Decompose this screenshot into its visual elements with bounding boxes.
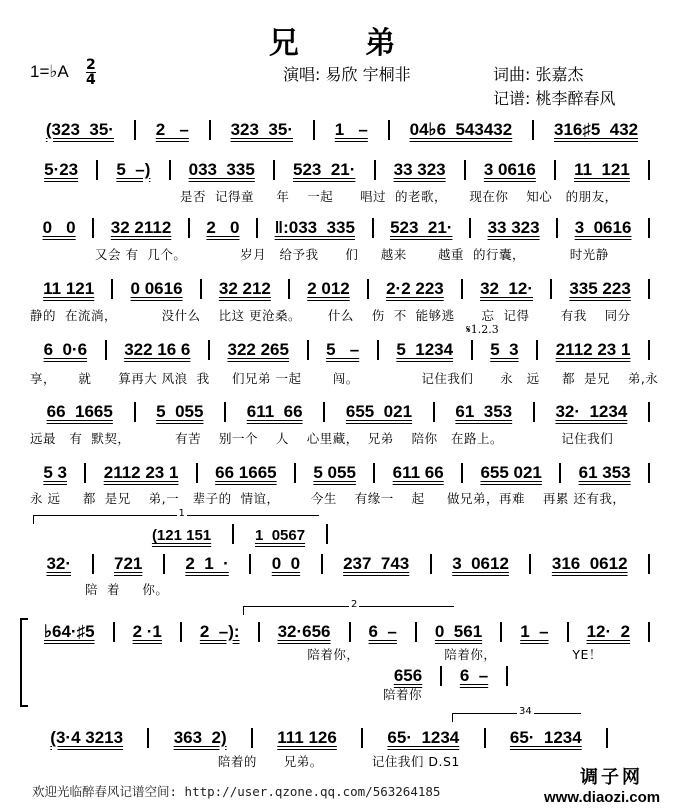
barline <box>323 402 325 422</box>
barline <box>648 463 650 483</box>
measure: 2 1 · <box>185 554 229 573</box>
barline <box>196 463 198 483</box>
measure: 655 021 <box>345 402 413 421</box>
measure: 11 121 <box>574 160 630 179</box>
barline <box>349 622 351 642</box>
watermark <box>540 768 692 809</box>
score-row <box>30 336 654 360</box>
barline <box>232 524 234 544</box>
measure: 2 ·1 <box>132 622 162 641</box>
barline <box>147 728 149 748</box>
measure: 111 126 <box>277 728 337 747</box>
measure: (3·4 3213 <box>50 728 124 747</box>
measure: 523 21· <box>293 160 356 179</box>
barline <box>464 160 466 180</box>
measure: 04♭6 543432 <box>409 120 513 139</box>
measure: 1 0567 <box>255 527 306 544</box>
barline <box>92 218 94 238</box>
measure: 32· <box>46 554 72 573</box>
lyrics-line: 陪着你， 陪着你， YE！ <box>30 647 602 662</box>
measure: (323 35· <box>45 120 114 139</box>
measure: (121 151 <box>151 527 212 544</box>
barline <box>529 554 531 574</box>
measure: 66 1665 <box>46 402 113 421</box>
barline <box>415 622 417 642</box>
barline <box>648 622 650 642</box>
lyrics-line: 是否 记得童 年 一起 唱过 的老歌， 现在你 知心 的朋友， <box>180 189 618 204</box>
lyrics-line: 享， 就 算再大 风浪 我 们兄弟 一起 闯。 记住我们 永 远 都 是兄 弟,永 <box>30 371 659 386</box>
system-bracket <box>20 618 28 707</box>
score-row <box>30 156 654 180</box>
watermark-url: www.diaozi.com <box>544 789 661 806</box>
measure: 32·656 <box>277 622 331 641</box>
measure: 32 12· <box>480 279 534 298</box>
score-row <box>30 724 612 748</box>
measure: 65· 1234 <box>387 728 460 747</box>
measure: 237 743 <box>343 554 410 573</box>
measure: 611 66 <box>392 463 444 482</box>
score-row <box>30 459 654 483</box>
measure: 2 0 <box>206 218 240 237</box>
measure: 5 – <box>326 340 360 359</box>
measure: 32 2112 <box>110 218 172 237</box>
barline <box>388 120 390 140</box>
barline <box>163 554 165 574</box>
barline <box>532 120 534 140</box>
measure: ♭64·♯5 <box>44 622 95 641</box>
measure: 656 <box>393 666 423 685</box>
measure: 316 0612 <box>551 554 628 573</box>
measure: 61 353 <box>578 463 631 482</box>
measure: 66 1665 <box>215 463 277 482</box>
song-title: 兄 弟 <box>268 26 424 61</box>
barline <box>500 622 502 642</box>
barline <box>313 120 315 140</box>
barline <box>367 279 369 299</box>
barline <box>105 340 107 360</box>
barline <box>256 218 258 238</box>
score-row <box>30 398 654 422</box>
barline <box>113 622 115 642</box>
measure: 611 66 <box>246 402 303 421</box>
segno-mark: 𝄋1.2.3 <box>466 323 499 336</box>
score-row <box>30 550 654 574</box>
barline <box>92 554 94 574</box>
measure: 2 012 <box>307 279 350 298</box>
barline <box>550 279 552 299</box>
score-row <box>30 275 654 299</box>
measure: 3 0616 <box>574 218 632 237</box>
measure: 322 16 6 <box>124 340 191 359</box>
barline <box>506 666 508 686</box>
barline <box>556 218 558 238</box>
lyrics-line: 陪着的 兄弟。 记住我们 D.S1 <box>30 754 460 769</box>
barline <box>433 402 435 422</box>
measure: 3 0616 <box>483 160 536 179</box>
barline <box>471 340 473 360</box>
volta-number: 34 <box>519 706 532 717</box>
barline <box>536 340 538 360</box>
footer-text: 欢迎光临醉春风记谱空间: http://user.qzone.qq.com/563264185 <box>32 784 441 799</box>
lyrics-line: 陪着你 <box>383 687 423 702</box>
measure: 363 2) <box>173 728 227 747</box>
score-row <box>30 214 654 238</box>
measure: ‖:033 335 <box>274 218 355 237</box>
measure: 0 0 <box>42 218 76 237</box>
barline <box>188 218 190 238</box>
barline <box>224 402 226 422</box>
barline <box>461 463 463 483</box>
barline <box>307 340 309 360</box>
barline <box>84 463 86 483</box>
measure: 5 –) <box>116 160 151 179</box>
volta-bracket-34 <box>452 706 581 722</box>
barline <box>648 218 650 238</box>
barline <box>648 340 650 360</box>
measure: 33 323 <box>487 218 540 237</box>
measure: 5 3 <box>490 340 519 359</box>
singer-credit: 演唱: 易欣 宇桐非 <box>283 65 411 84</box>
time-signature <box>86 58 96 87</box>
lyrics-line: 静的 在流淌， 没什么 比这 更沧桑。 什么 伤 不 能够逃 忘 记得 有我 同分 <box>30 308 631 323</box>
measure: 11 121 <box>43 279 95 298</box>
barline <box>294 463 296 483</box>
barline <box>273 160 275 180</box>
measure: 721 <box>114 554 143 573</box>
score-row <box>135 520 332 544</box>
measure: 2 – <box>155 120 189 139</box>
barline <box>134 402 136 422</box>
measure: 323 35· <box>230 120 293 139</box>
measure: 5 055 <box>313 463 356 482</box>
volta-bracket-2 <box>243 599 454 615</box>
barline <box>648 279 650 299</box>
barline <box>288 279 290 299</box>
barline <box>374 160 376 180</box>
measure: 2 –): <box>199 622 240 641</box>
measure: 65· 1234 <box>509 728 582 747</box>
barline <box>559 463 561 483</box>
barline <box>258 622 260 642</box>
barline <box>440 666 442 686</box>
measure: 3 0612 <box>452 554 509 573</box>
barline <box>533 402 535 422</box>
barline <box>484 728 486 748</box>
measure: 2·2 223 <box>386 279 444 298</box>
measure: 5·23 <box>44 160 79 179</box>
barline <box>648 402 650 422</box>
watermark-name: 调子网 <box>580 767 643 788</box>
barline <box>326 524 328 544</box>
lyrics-line: 永 远 都 是兄 弟,一 辈子的 情谊， 今生 有缘一 起 做兄弟，再难 再累 还有我， <box>30 491 626 506</box>
measure: 0 0 <box>271 554 301 573</box>
measure: 61 353 <box>455 402 513 421</box>
barline <box>372 218 374 238</box>
time-numerator: 2 <box>86 57 96 73</box>
barline <box>209 120 211 140</box>
barline <box>208 340 210 360</box>
measure: 5 3 <box>43 463 67 482</box>
measure: 6 – <box>459 666 489 685</box>
lyrics-line: 陪 着 你。 <box>85 582 169 597</box>
measure: 5 055 <box>156 402 204 421</box>
measure: 6 – <box>368 622 397 641</box>
measure: 335 223 <box>569 279 631 298</box>
measure: 1 – <box>520 622 549 641</box>
score-row <box>30 116 654 140</box>
barline <box>469 218 471 238</box>
barline <box>361 728 363 748</box>
measure: 32 212 <box>218 279 271 298</box>
volta-number: 1 <box>178 508 185 519</box>
key-signature: 1=♭A <box>30 62 69 81</box>
measure: 322 265 <box>227 340 289 359</box>
barline <box>249 554 251 574</box>
time-denominator: 4 <box>86 72 96 88</box>
measure: 32· 1234 <box>555 402 628 421</box>
barline <box>461 279 463 299</box>
barline <box>377 340 379 360</box>
barline <box>169 160 171 180</box>
measure: 2112 23 1 <box>555 340 631 359</box>
barline <box>200 279 202 299</box>
barline <box>567 622 569 642</box>
barline <box>648 554 650 574</box>
barline <box>134 120 136 140</box>
barline <box>321 554 323 574</box>
measure: 12· 2 <box>586 622 631 641</box>
measure: 316♯5 432 <box>553 120 639 139</box>
measure: 523 21· <box>390 218 453 237</box>
barline <box>251 728 253 748</box>
score-row <box>30 618 654 642</box>
measure: 655 021 <box>480 463 542 482</box>
barline <box>180 622 182 642</box>
barline <box>430 554 432 574</box>
barline <box>96 160 98 180</box>
score-row <box>380 662 512 686</box>
barline <box>373 463 375 483</box>
lyrics-line: 远最 有 默契， 有苦 别一个 人 心里藏， 兄弟 陪你 在路上。 记住我们 <box>30 431 614 446</box>
notator-credit: 记谱: 桃李醉春风 <box>493 89 616 108</box>
lyrics-line: 又会 有 几个。 岁月 给予我 们 越来 越重 的行囊， 时光静 <box>95 247 609 262</box>
composer-credit: 词曲: 张嘉杰 <box>493 65 584 84</box>
barline <box>648 160 650 180</box>
measure: 33 323 <box>393 160 446 179</box>
measure: 5 1234 <box>396 340 454 359</box>
volta-number: 2 <box>351 599 358 610</box>
measure: 0 0616 <box>130 279 183 298</box>
barline <box>606 728 608 748</box>
measure: 1 – <box>334 120 368 139</box>
barline <box>554 160 556 180</box>
barline <box>111 279 113 299</box>
measure: 033 335 <box>188 160 255 179</box>
measure: 6 0·6 <box>43 340 88 359</box>
measure: 0 561 <box>434 622 483 641</box>
measure: 2112 23 1 <box>103 463 179 482</box>
